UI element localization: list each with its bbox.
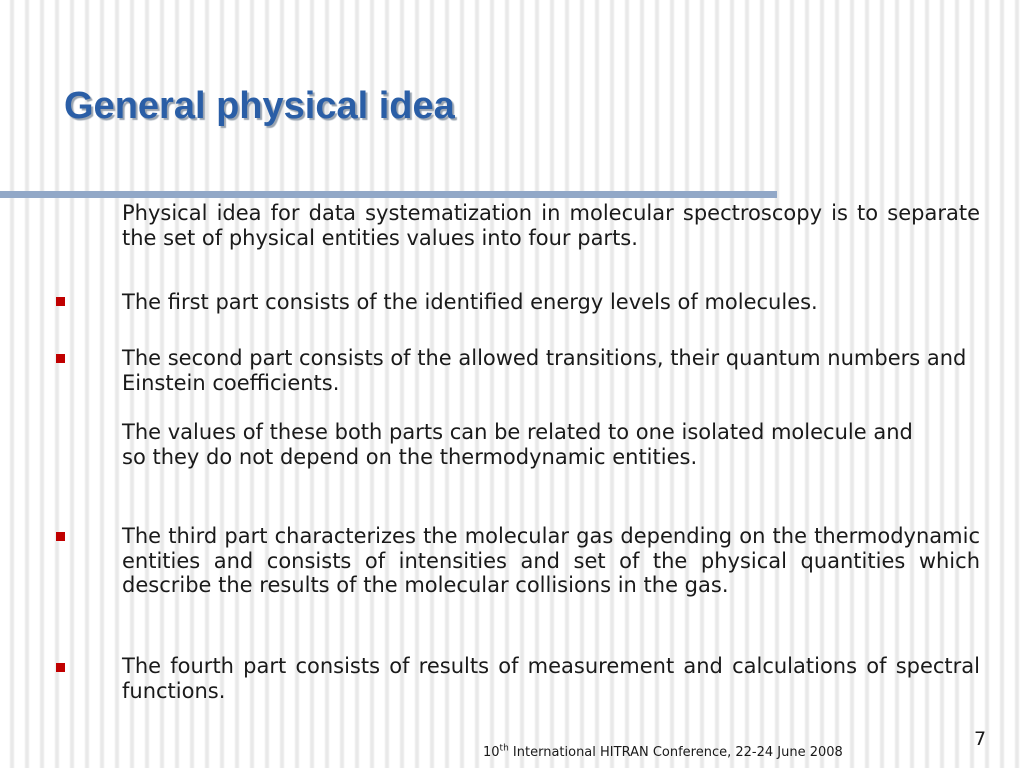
title-divider — [0, 191, 777, 198]
footer-conference — [483, 744, 843, 762]
page-number: 7 — [974, 728, 987, 750]
bullet-text-fourth-part: The fourth part consists of results of measurement and calculations of spectral functions. — [122, 654, 980, 703]
bullet-marker-icon — [56, 354, 65, 363]
bullet-text-second-part: The second part consists of the allowed transitions, their quantum numbers and Einstein coefficients. — [122, 346, 967, 395]
footer-ordinal-suffix: th — [499, 743, 509, 754]
bullet-marker-icon — [56, 532, 65, 541]
bullet-marker-icon — [56, 297, 65, 306]
bullet-marker-icon — [56, 663, 65, 672]
footer-ordinal: 10 — [483, 745, 500, 760]
intro-paragraph: Physical idea for data systematization in molecular spectroscopy is to separate the set of physical entities values into four parts. — [122, 201, 980, 250]
bullet-text-first-part: The first part consists of the identified energy levels of molecules. — [122, 290, 818, 314]
note-paragraph: The values of these both parts can be related to one isolated molecule and so they do not depend on the thermodynamic entities. — [122, 420, 913, 469]
bullet-text-third-part: The third part characterizes the molecular gas depending on the thermodynamic entities and consists of intensities and set of the physical quantities which describe the results of the molecular collisions in the gas. — [122, 524, 980, 597]
footer-text: International HITRAN Conference, 22-24 June 2008 — [508, 745, 843, 760]
slide-title: General physical idea — [64, 85, 455, 127]
